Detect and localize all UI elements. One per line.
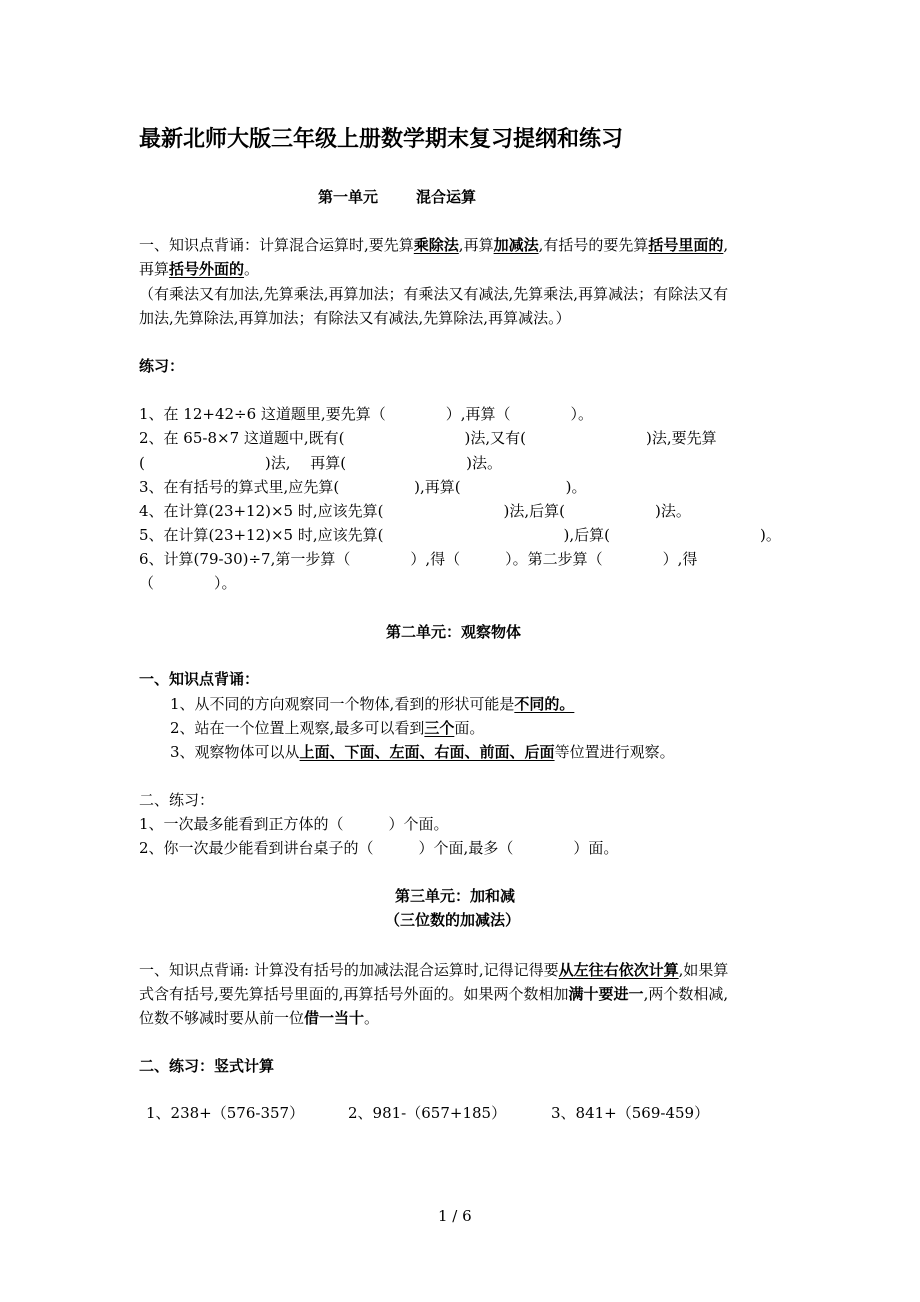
unit2-knowledge-label: 一、知识点背诵： [139,670,260,688]
unit1-note-line1: （有乘法又有加法,先算乘法,再算加法；有乘法又有减法,先算乘法,再算减法；有除法又有 [139,285,729,303]
unit3-calc-1: 1、238+（576-357） [146,1104,305,1122]
unit2-point2 [170,716,484,740]
unit3-exercise-label: 二、练习：竖式计算 [139,1057,275,1075]
text: ,如果算 [678,961,729,979]
text: 3、观察物体可以从 [170,743,300,761]
document-title: 最新北师大版三年级上册数学期末复习提纲和练习 [139,127,624,152]
unit3-calc-2: 2、981-（657+185） [348,1104,507,1122]
page-number: 1 / 6 [438,1207,472,1225]
text: ,两个数相减, [643,985,729,1003]
emph-inside-brackets: 括号里面的 [648,236,724,254]
unit1-knowledge-line2 [139,257,259,281]
unit2-heading: 第二单元：观察物体 [386,623,522,641]
emph-directions: 上面、下面、左面、右面、前面、后面 [299,743,555,761]
emph-outside-brackets: 括号外面的 [169,260,245,278]
text: 一、知识点背诵: 计算没有括号的加减法混合运算时,记得记得要 [139,961,559,979]
unit1-q4: 4、在计算(23+12)×5 时,应该先算( )法,后算( )法。 [139,502,691,520]
text: 。 [364,1009,380,1027]
emph-carry: 满十要进一 [568,985,644,1003]
unit2-e2: 2、你一次最少能看到讲台桌子的（ ）个面,最多（ ）面。 [139,839,619,857]
emph-add-subtract: 加减法 [493,236,539,254]
unit2-point1 [170,692,574,716]
unit2-exercise-label: 二、练习： [139,791,215,809]
unit1-q3: 3、在有括号的算式里,应先算( ),再算( )。 [139,478,587,496]
text: 位数不够减时要从前一位 [139,1009,305,1027]
text: , [723,236,729,254]
unit1-heading-b: 混合运算 [416,188,477,206]
emph-multiply-divide: 乘除法 [413,236,459,254]
unit3-knowledge-line2 [139,982,728,1006]
emph-left-to-right: 从左往右依次计算 [558,961,679,979]
emph-different: 不同的。 [514,695,575,713]
unit3-calc-3: 3、841+（569-459） [551,1104,710,1122]
text: 面。 [454,719,485,737]
unit1-q2b: ( )法, 再算( )法。 [139,454,502,472]
text: 再算 [139,260,170,278]
unit1-q1: 1、在 12+42÷6 这道题里,要先算（ ）,再算（ ）。 [139,405,593,423]
text: 等位置进行观察。 [554,743,675,761]
unit2-e1: 1、一次最多能看到正方体的（ ）个面。 [139,815,449,833]
unit1-q5: 5、在计算(23+12)×5 时,应该先算( ),后算( )。 [139,526,781,544]
unit3-heading: 第三单元：加和减 [395,887,516,905]
text: 1、从不同的方向观察同一个物体,看到的形状可能是 [170,695,515,713]
text: 2、站在一个位置上观察,最多可以看到 [170,719,425,737]
unit3-knowledge-line3 [139,1006,379,1030]
text: ,再算 [458,236,494,254]
unit1-q2a: 2、在 65-8×7 这道题中,既有( )法,又有( )法,要先算 [139,429,717,447]
unit1-heading-a: 第一单元 [318,188,379,206]
unit1-q6a: 6、计算(79-30)÷7,第一步算（ ）,得（ ）。第二步算（ ）,得 [139,550,698,568]
text: ,有括号的要先算 [538,236,649,254]
unit2-point3 [170,740,675,764]
unit3-subheading: （三位数的加减法） [385,911,521,929]
unit1-exercise-label: 练习： [139,357,185,375]
unit3-knowledge-line1 [139,958,728,982]
text: 一、知识点背诵：计算混合运算时,要先算 [139,236,414,254]
unit1-q6b: （ ）。 [139,574,237,592]
unit1-note-line2: 加法,先算除法,再算加法；有除法又有减法,先算除法,再算减法。） [139,309,571,327]
emph-borrow: 借一当十 [304,1009,365,1027]
text: 式含有括号,要先算括号里面的,再算括号外面的。如果两个数相加 [139,985,569,1003]
unit1-knowledge-line1 [139,233,728,257]
text: 。 [244,260,260,278]
emph-three: 三个 [424,719,455,737]
